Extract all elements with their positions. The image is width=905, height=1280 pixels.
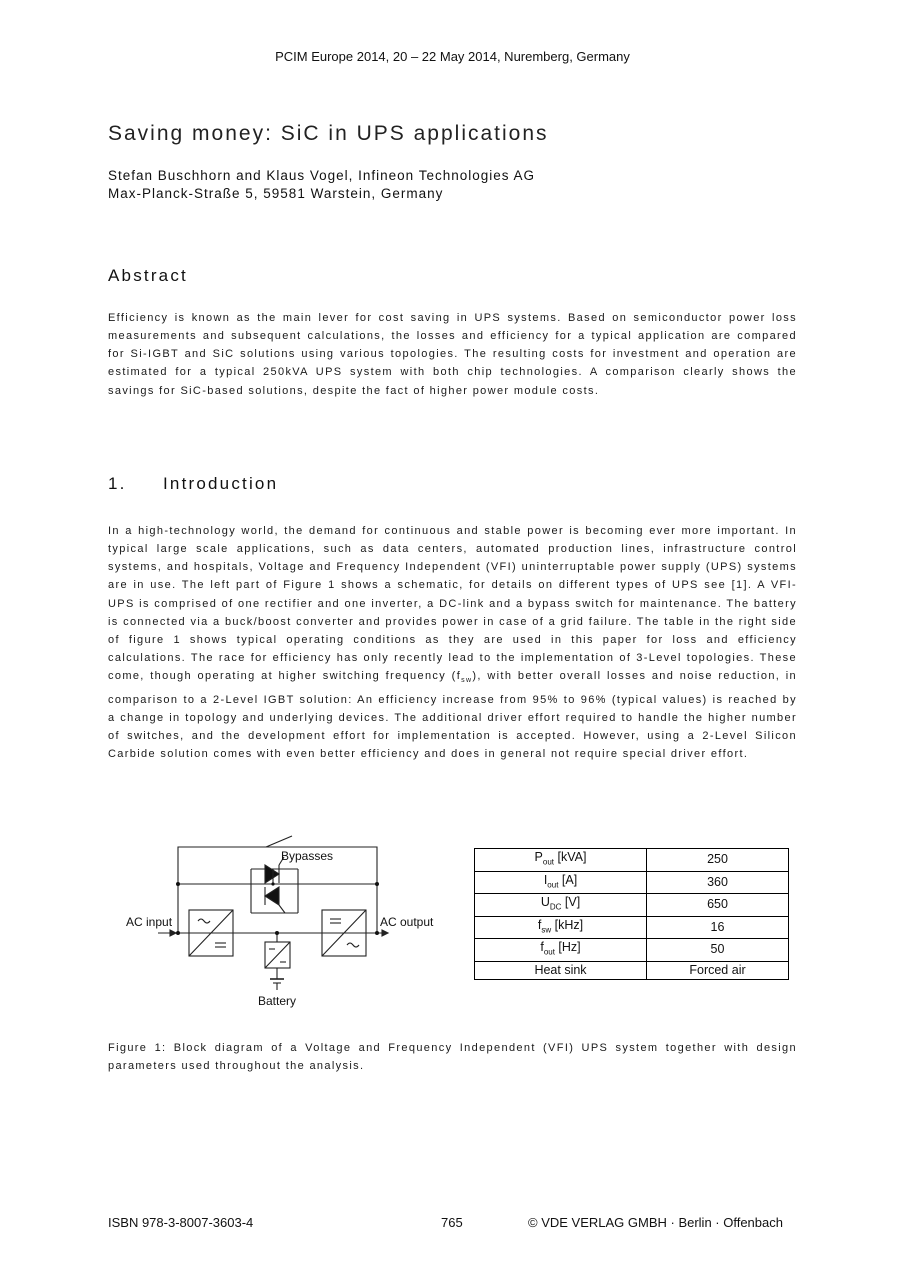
- param-name: $f_{out}$ [Hz]: [475, 939, 647, 962]
- author-names: Stefan Buschhorn and Klaus Vogel, Infineon Technologies AG: [108, 168, 536, 183]
- output-arrow: [382, 930, 388, 936]
- table-row: [475, 871, 789, 894]
- param-value: 650: [647, 894, 789, 917]
- bypasses-label: Bypasses: [281, 849, 334, 863]
- battery-label: Battery: [258, 994, 297, 1008]
- param-value: 50: [647, 939, 789, 962]
- intro-text-part2: ), with better overall losses and noise reduction, in comparison to a 2-Level IGBT solution: An efficiency increase from 95% to 96% (typical values) is reached by a change in topology and underlying devices. The additional driver effort required to handle the higher number of switches, and the development effort for implementation is accepted. However, using a 2-Level Silicon Carbide solution comes with even better efficiency and does in general not require special driver effort.: [108, 670, 797, 761]
- section-number: 1.: [108, 474, 127, 493]
- bypass-switch: [266, 836, 292, 847]
- table-row: [475, 916, 789, 939]
- param-value: Forced air: [647, 961, 789, 979]
- table-row: [475, 961, 789, 979]
- section-title: Introduction: [163, 474, 279, 493]
- intro-fsw-subscript: sw: [461, 677, 473, 685]
- paper-title: Saving money: SiC in UPS applications: [108, 122, 549, 145]
- table-row: [475, 939, 789, 962]
- param-name: $I_{out}$ [A]: [475, 871, 647, 894]
- abstract-text: Efficiency is known as the main lever for cost saving in UPS systems. Based on semiconductor power loss measurements and subsequent calculations, the losses and efficiency for a typical application are compared for Si-IGBT and SiC solutions using various topologies. The resulting costs for investment and operation are estimated for a typical 250kVA UPS system with both chip technologies. A comparison clearly shows the savings for SiC-based solutions, despite the fact of higher power module costs.: [108, 312, 797, 397]
- table-row: [475, 894, 789, 917]
- thyristor-upper: [265, 865, 279, 883]
- param-name: $P_{out}$ [kVA]: [475, 849, 647, 872]
- param-value: 250: [647, 849, 789, 872]
- thyristor-lower: [265, 887, 279, 905]
- author-block: [108, 167, 535, 203]
- intro-text-part1: In a high-technology world, the demand for continuous and stable power is becoming ever more important. In typical large scale applications, such as data centers, automated production lines, infrastructure control systems, and hospitals, Voltage and Frequency Independent (VFI) uninterruptable power supply (UPS) systems are in use. The left part of Figure 1 shows a schematic, for details on different types of UPS see [1]. A VFI-UPS is comprised of one rectifier and one inverter, a DC-link and a bypass switch for maintenance. The battery is connected via a buck/boost converter and provides power in case of a grid failure. The table in the right side of figure 1 shows typical operating conditions as they are used in this paper for loss and efficiency calculations. The race for efficiency has only recently lead to the implementation of 3-Level topologies. These come, though operating at higher switching frequency (f: [108, 525, 797, 683]
- input-arrow: [170, 930, 176, 936]
- param-value: 16: [647, 916, 789, 939]
- intro-text: [108, 522, 797, 763]
- ac-input-label: AC input: [126, 915, 173, 929]
- footer-publisher: © VDE VERLAG GMBH · Berlin · Offenbach: [528, 1215, 783, 1230]
- param-name: Heat sink: [475, 961, 647, 979]
- running-header: PCIM Europe 2014, 20 – 22 May 2014, Nuremberg, Germany: [275, 49, 630, 64]
- footer-isbn: ISBN 978-3-8007-3603-4: [108, 1215, 254, 1230]
- ac-output-label: AC output: [380, 915, 434, 929]
- figure-caption: Figure 1: Block diagram of a Voltage and Frequency Independent (VFI) UPS system together with design parameters used throughout the analysis.: [108, 1042, 797, 1073]
- intro-heading: [108, 474, 278, 494]
- param-value: 360: [647, 871, 789, 894]
- design-parameters-table: [474, 848, 790, 980]
- table-row: [475, 849, 789, 872]
- param-name: $U_{DC}$ [V]: [475, 894, 647, 917]
- abstract-heading: Abstract: [108, 266, 188, 285]
- param-name: $f_{sw}$ [kHz]: [475, 916, 647, 939]
- author-address: Max-Planck-Straße 5, 59581 Warstein, Germany: [108, 186, 444, 201]
- ups-block-diagram: [118, 833, 448, 1013]
- footer-page-number: 765: [441, 1215, 463, 1230]
